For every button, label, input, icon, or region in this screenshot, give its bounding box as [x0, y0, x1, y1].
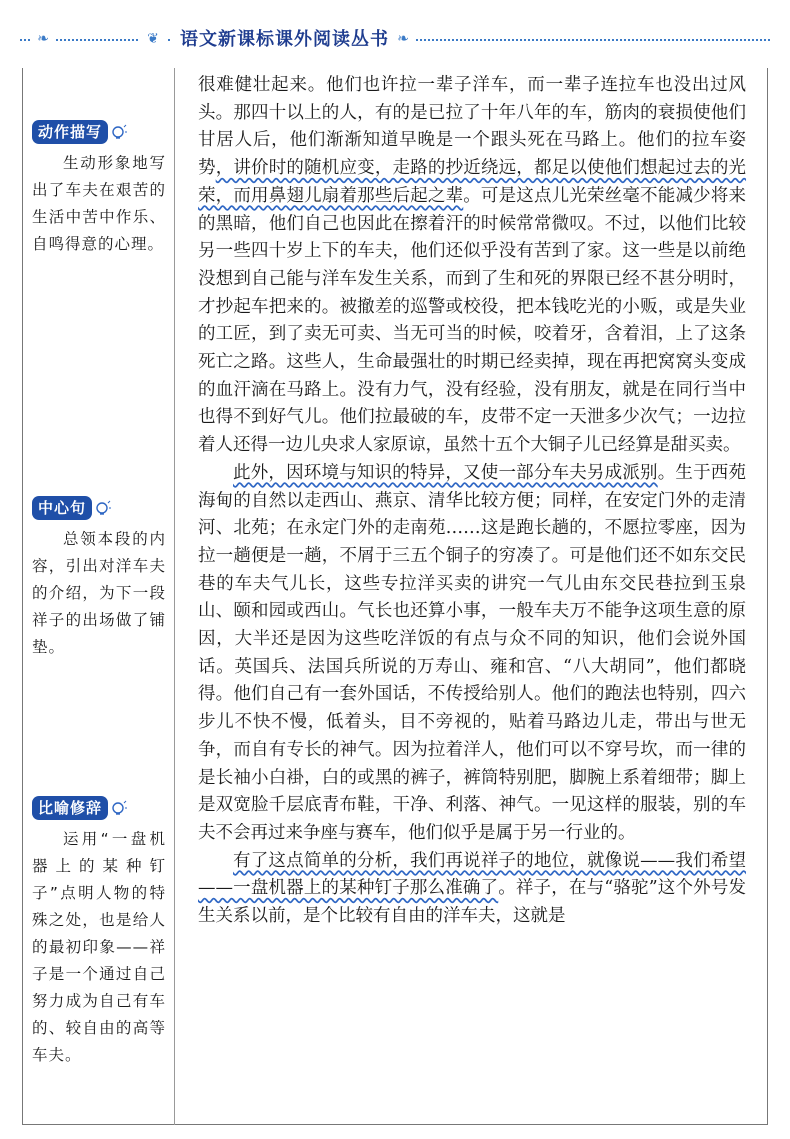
swirl-ornament-icon: ❧	[390, 29, 416, 49]
annotation-text: 总领本段的内容，引出对洋车夫的介绍，为下一段祥子的出场做了铺垫。	[32, 530, 166, 656]
annotation-text: 运用“一盘机器上的某种钉子”点明人物的特殊之处，也是给人的最初印象——祥子是一个通过自己努力成为自己有车的、较自由的高等车夫。	[32, 830, 166, 1064]
lightbulb-icon	[110, 800, 128, 818]
series-title: 语文新课标课外阅读丛书	[170, 25, 399, 51]
column-divider	[174, 68, 175, 1125]
page-header	[20, 22, 770, 58]
text-run: 很难健壮起来。他们也许拉一辈子洋车，而一辈子连拉车也没出过风头。那四十以上的人，有的是已拉了十年八年的车，筋肉的衰损使他们甘居人后，他们渐渐知道早晚是一个跟头死在马路上。他们的拉车姿势	[198, 75, 746, 179]
annotation-text: 生动形象地写出了车夫在艰苦的生活中苦中作乐、自鸣得意的心理。	[32, 154, 166, 253]
annotation-central-sentence	[32, 496, 166, 661]
annotation-metaphor	[32, 796, 166, 1069]
text-run: 。祥子，在与“骆驼”这个外号发生关系以前，是个比较有自由的洋车夫，这就是	[198, 878, 746, 927]
underlined-text: ，讲价时的随机应变，走路的抄近绕远，都足以使他们想起过去的光荣，而用鼻翅儿扇着那些后起之辈	[198, 158, 747, 206]
main-text	[198, 72, 746, 931]
annotation-tag: 动作描写	[32, 120, 108, 144]
annotation-action-description	[32, 120, 166, 258]
lightbulb-icon	[110, 124, 128, 142]
paragraph	[198, 460, 746, 848]
paragraph	[198, 72, 746, 460]
text-run: 。生于西苑海甸的自然以走西山、燕京、清华比较方便；同样，在安定门外的走清河、北苑；在永定门外的走南苑……这是跑长趟的，不愿拉零座，因为拉一趟便是一趟，不屑于三五个铜子的穷凑了。可是他们还不如东交民巷的车夫气儿长，这些专拉洋买卖的讲究一气儿由东交民巷拉到玉泉山、颐和园或西山。气长也还算小事，一般车夫万不能争这项生意的原因，大半还是因为这些吃洋饭的有点与众不同的知识，他们会说外国话。英国兵、法国兵所说的万寿山、雍和宫、“八大胡同”，他们都晓得。他们自己有一套外国话，不传授给别人。他们的跑法也特别，四六步儿不快不慢，低着头，目不旁视的，贴着马路边儿走，带出与世无争，而自有专长的神气。因为拉着洋人，他们可以不穿号坎，而一律的是长袖小白褂，白的或黑的裤子，裤筒特别肥，脚腕上系着细带；脚上是双宽脸千层底青布鞋，干净、利落、神气。一见这样的服装，别的车夫不会再过来争座与赛车，他们似乎是属于另一行业的。	[198, 462, 747, 843]
annotation-tag: 比喻修辞	[32, 796, 108, 820]
swirl-ornament-icon: ❧	[30, 29, 56, 49]
underlined-text: 有了这点简单的分析，我们再说祥子的地位，就像说——我们希望——一盘机器上的某种钉子那么准确了	[198, 850, 746, 899]
annotation-tag: 中心句	[32, 496, 92, 520]
text-run: 。可是这点儿光荣丝毫不能减少将来的黑暗，他们自己也因此在擦着汗的时候常常微叹。不过，以他们比较另一些四十岁上下的车夫，他们还似乎没有苦到了家。这一些是以前绝没想到自己能与洋车发生关系，而到了生和死的界限已经不甚分明时，才抄起车把来的。被撤差的巡警或校役，把本钱吃光的小贩，或是失业的工匠，到了卖无可卖、当无可当的时候，咬着牙，含着泪，上了这条死亡之路。这些人，生命最强壮的时期已经卖掉，现在再把窝窝头变成的血汗滴在马路上。没有力气，没有经验，没有朋友，就是在同行当中也得不到好气儿。他们拉最破的车，皮带不定一天泄多少次气；一边拉着人还得一边儿央求人家原谅，虽然十五个大铜子儿已经算是甜买卖。	[198, 185, 746, 456]
swirl-ornament-icon: ❦	[140, 29, 166, 49]
lightbulb-icon	[94, 500, 112, 518]
paragraph	[198, 848, 746, 931]
underlined-text: 此外，因环境与知识的特异，又使一部分车夫另成派别	[233, 462, 658, 483]
